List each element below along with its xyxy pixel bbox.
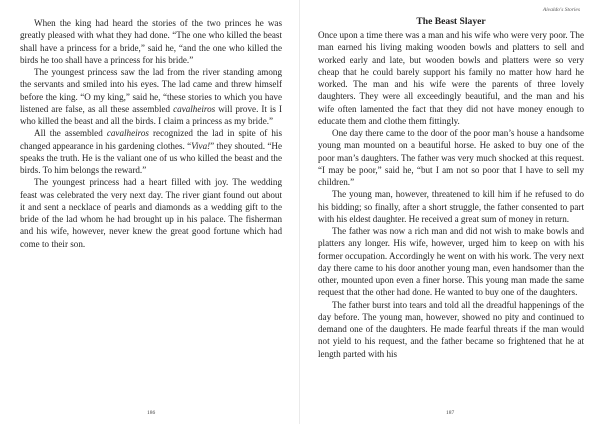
italic-term: Viva! [191, 140, 211, 151]
right-page-body [318, 16, 584, 360]
paragraph-text: will prove. It is I who killed the beast and all the birds. I claim a princess as my bride.” [20, 103, 282, 126]
paragraph: The father burst into tears and told all the dreadful happenings of the day before. The young man, however, showed no pity and continued to demand one of the daughters. He made fearful threats if the man would not yield to his request, and the father became so frightened that he at length parted with his [318, 299, 584, 359]
left-page-body [20, 17, 282, 250]
paragraph: One day there came to the door of the poor man’s house a handsome young man mounted on a beautiful horse. He asked to buy one of the poor man’s daughters. The father was very much shocked at this request. “I may be poor,” said he, “but I am not so poor that I have to sell my children.” [318, 128, 584, 187]
page-number: 187 [446, 410, 455, 416]
right-page [300, 0, 600, 424]
italic-term: cavalheiros [173, 103, 216, 114]
paragraph [20, 127, 282, 176]
chapter-title: The Beast Slayer [416, 16, 486, 27]
paragraph-text: The youngest princess saw the lad from the river standing among the servants and smiled into his eyes. The lad came and threw himself before the king. “O my king,” said he, “these stories to which you have listened are false, as all these assembled [20, 67, 282, 114]
running-head: Aivaldo's Stories [542, 7, 580, 13]
paragraph: The youngest princess had a heart filled with joy. The wedding feast was celebrated the very next day. The river giant found out about it and sent a necklace of pearls and diamonds as a wedding gift to the bride of the lad whom he had brought up in his palace. The fisherman and his wife, however, never knew the great good fortune which had come to their son. [20, 177, 282, 249]
paragraph-text: All the assembled [34, 128, 107, 139]
paragraph: Once upon a time there was a man and his wife who were very poor. The man earned his living making wooden bowls and platters to sell and worked early and late, but wooden bowls and platters were so very cheap that he could barely support his family no matter how hard he worked. The man and his wife were the parents of three lovely daughters. They were all exceedingly beautiful, and the man and his wife often lamented the fact that they did not have money enough to educate them and clothe them fittingly. [318, 30, 584, 126]
paragraph: The young man, however, threatened to kill him if he refused to do his bidding; so finally, after a short struggle, the father consented to part with his eldest daughter. He received a great sum of money in return. [318, 189, 584, 224]
paragraph: When the king had heard the stories of the two princes he was greatly pleased with what they had done. “The one who killed the beast shall have a princess for a bride,” said he, “and the one who killed the birds he too shall have a princess for his bride.” [20, 18, 282, 65]
page-number: 186 [147, 410, 156, 416]
paragraph-text: recognized the lad in spite of his changed appearance in his gardening clothes. “ [20, 128, 282, 151]
paragraph: The father was now a rich man and did not wish to make bowls and platters any longer. His wife, however, urged him to keep on with his former occupation. Accordingly he went on with his work. The very next day there came to his door another young man, even handsomer than the other, mounted upon even a finer horse. This young man made the same request that the other had done. He wanted to buy one of the daughters. [318, 226, 584, 298]
paragraph [20, 66, 282, 127]
paragraph-text: ” they shouted. “He speaks the truth. He is the valiant one of us who killed the beast and the birds. To him belongs the reward.” [20, 140, 282, 175]
italic-term: cavalheiros [106, 128, 149, 139]
